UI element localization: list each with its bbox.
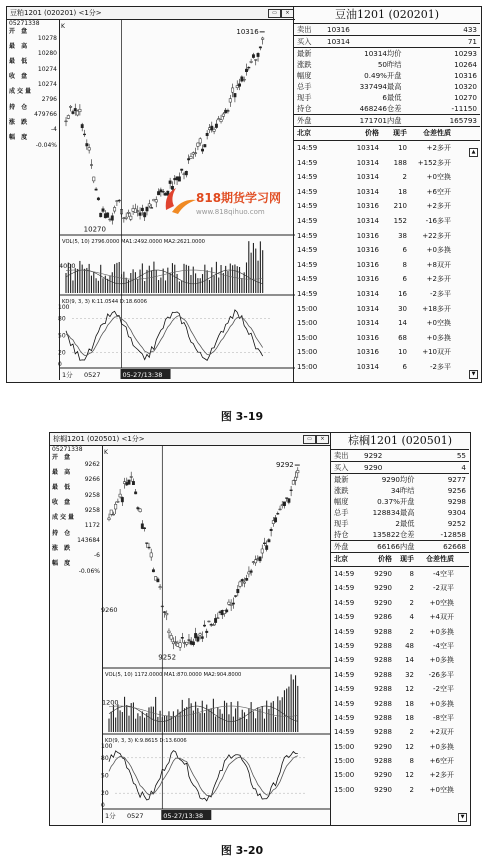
volume-indicator-label: VOL(5, 10) 2796.0000 MA1:2492.0000 MA2:2621.0000 <box>62 239 205 245</box>
candle-body <box>241 77 243 81</box>
window-close-button[interactable]: × <box>281 9 294 18</box>
candle-body <box>121 497 123 502</box>
info-value: -4 <box>51 126 57 134</box>
candle-body <box>257 53 259 56</box>
info-value: 143684 <box>77 537 100 545</box>
info-value: 1172 <box>84 521 100 529</box>
candle-body <box>146 207 148 211</box>
candle-body <box>153 199 155 201</box>
candle-body <box>127 212 129 213</box>
candle-body <box>243 79 245 80</box>
info-label: 最 高 <box>9 42 30 50</box>
info-label: 开 盘 <box>9 27 30 35</box>
tick-row[interactable]: 14:59 10316 6 +2 多开 <box>297 275 451 284</box>
candle-body <box>79 109 81 111</box>
price-tick-label: 9260 <box>101 605 118 614</box>
kd-tick-label: 80 <box>58 315 66 323</box>
quote-title: 豆油1201 (020201) <box>294 7 480 24</box>
candle-body <box>228 602 230 604</box>
info-value: 9258 <box>84 491 100 499</box>
candle-body <box>67 115 69 118</box>
candle-body <box>183 174 185 175</box>
tick-row[interactable]: 14:59 10314 188 +152 多开 <box>297 158 451 167</box>
k-label: K <box>104 449 108 456</box>
candle-body <box>227 110 229 111</box>
candle-body <box>226 610 228 612</box>
info-value: -0.04% <box>35 141 57 149</box>
candle-body <box>150 207 152 208</box>
quote-stat-row: 最新 9290 均价 9277 <box>334 475 466 484</box>
candle-body <box>97 198 99 200</box>
candle-body <box>224 110 226 113</box>
candle-body <box>168 631 170 633</box>
candle-body <box>170 635 172 639</box>
candle-body <box>123 218 125 219</box>
candle-body <box>248 67 250 68</box>
candle-body <box>218 119 220 120</box>
info-label: 涨 跌 <box>52 544 73 552</box>
tick-row[interactable]: 14:59 9288 2 +2 双开 <box>334 728 454 737</box>
chart-window-title: 棕榈1201 (020501) <1分> <box>53 435 145 443</box>
tick-row[interactable]: 14:59 10314 10 +2 多开 <box>297 144 451 152</box>
candle-body <box>236 86 238 88</box>
sell-row: 卖出 9292 55 <box>331 450 469 462</box>
quote-stat-row: 持仓 135822 仓差 -12858 <box>331 529 469 541</box>
kd-tick-label: 0 <box>101 802 105 809</box>
candle-body <box>128 480 130 484</box>
tick-row[interactable]: 15:00 10314 14 +0 空换 <box>297 319 451 328</box>
tick-row[interactable]: 14:59 10316 210 +2 多开 <box>297 202 451 211</box>
candle-body <box>270 529 272 530</box>
tick-row[interactable]: 14:59 9290 2 -2 双平 <box>334 584 454 593</box>
candle-body <box>141 208 143 211</box>
tick-row[interactable]: 15:00 9290 2 +0 空换 <box>334 785 454 794</box>
tick-row[interactable]: 15:00 10316 10 +10 双开 <box>297 348 451 357</box>
candle-body <box>148 547 150 548</box>
candle-body <box>211 126 213 130</box>
candle-body <box>250 61 252 62</box>
tick-row[interactable]: 14:59 9288 32 -26 多平 <box>334 670 454 679</box>
k-label: K <box>61 23 65 30</box>
candle-body <box>104 214 106 218</box>
candle-body <box>204 144 206 147</box>
tick-row[interactable]: 14:59 9288 18 -8 空平 <box>334 713 454 722</box>
kd-indicator-label: KD(9, 3, 3) K:9.8615 D:13.6006 <box>105 738 187 744</box>
candle-body <box>146 543 148 544</box>
info-date: 05271338 <box>52 446 83 453</box>
candle-body <box>203 625 205 626</box>
quote-stat-row: 幅度 0.49% 开盘 10316 <box>297 71 477 80</box>
candle-body <box>206 133 208 135</box>
candle-body <box>69 106 71 107</box>
candle-body <box>74 108 76 110</box>
candle-body <box>199 139 201 143</box>
window-restore-button[interactable]: ▭ <box>268 9 281 18</box>
candle-body <box>294 477 296 480</box>
candle-body <box>254 560 256 563</box>
candle-body <box>241 579 243 581</box>
candle-body <box>134 209 136 213</box>
tick-row[interactable]: 14:59 9288 12 -2 空平 <box>334 685 454 694</box>
candle-body <box>261 549 263 553</box>
candle-body <box>114 504 116 509</box>
period-label: 1分 <box>62 371 73 379</box>
info-value: 10274 <box>37 80 57 88</box>
watermark-title: 818期货学习网 <box>196 191 282 205</box>
watermark-url: www.818qihuo.com <box>196 208 265 216</box>
info-value: -6 <box>94 552 100 560</box>
high-price-label: 9292 <box>275 461 294 470</box>
candle-body <box>208 621 210 622</box>
candle-body <box>206 631 208 632</box>
candle-body <box>290 490 292 491</box>
candle-body <box>197 637 199 641</box>
cursor-time-label: 05-27/13:38 <box>122 371 163 379</box>
info-column <box>50 446 103 823</box>
tick-row[interactable]: 14:59 9288 14 +0 多换 <box>334 656 454 665</box>
candle-body <box>187 159 189 160</box>
tick-row[interactable]: 15:00 10314 6 -2 多平 <box>297 362 451 371</box>
candle-body <box>201 637 203 639</box>
info-value: 479766 <box>34 111 57 119</box>
candle-body <box>222 114 224 116</box>
tick-table-header: 北京 价格 现手 仓差 性质 <box>331 553 469 567</box>
candle-body <box>139 509 141 512</box>
candle-body <box>208 128 210 130</box>
kd-tick-label: 20 <box>58 349 66 357</box>
candle-body <box>174 642 176 643</box>
tick-row[interactable]: 15:00 9288 8 +6 空开 <box>334 757 454 766</box>
candle-body <box>237 589 239 593</box>
tick-row[interactable]: 15:00 10314 30 +18 多开 <box>297 304 451 313</box>
info-label: 收 盘 <box>9 73 30 81</box>
quote-stat-row: 总手 128834 最高 9304 <box>334 508 466 517</box>
candle-body <box>118 200 120 201</box>
candle-body <box>157 579 159 582</box>
info-value: 9266 <box>84 476 100 484</box>
candle-body <box>283 502 285 506</box>
candle-body <box>132 481 134 484</box>
info-date: 05271338 <box>9 20 40 27</box>
info-value: 9258 <box>84 506 100 514</box>
volume-tick-label: 4000 <box>59 262 76 270</box>
tick-row[interactable]: 14:59 10314 2 +0 空换 <box>297 173 451 182</box>
candle-body <box>143 213 145 217</box>
kd-tick-label: 50 <box>58 332 66 340</box>
candle-body <box>292 481 294 485</box>
candle-body <box>188 640 190 641</box>
candle-body <box>245 69 247 72</box>
figure-3-20-panel <box>49 432 471 826</box>
candle-body <box>194 153 196 154</box>
candle-body <box>139 213 141 216</box>
candle-body <box>279 509 281 510</box>
tick-row[interactable]: 14:59 10316 6 +0 多换 <box>297 246 451 255</box>
info-label: 成交量 <box>9 88 34 96</box>
tick-row[interactable]: 14:59 9288 2 +0 多换 <box>334 627 454 636</box>
candle-body <box>186 642 188 644</box>
chart-window-title: 豆粕1201 (020201) <1分> <box>10 9 102 17</box>
info-label: 成交量 <box>52 514 77 522</box>
candle-body <box>192 642 194 645</box>
axis-date-label: 0527 <box>84 371 101 379</box>
candle-body <box>90 165 92 166</box>
candle-body <box>232 603 234 604</box>
candle-body <box>180 169 182 170</box>
candle-body <box>163 612 165 613</box>
candle-body <box>259 557 261 561</box>
candle-body <box>212 625 214 626</box>
candle-body <box>255 59 257 60</box>
axis-date-label: 0527 <box>127 812 144 820</box>
candle-body <box>229 99 231 102</box>
candle-body <box>234 596 236 597</box>
candle-body <box>100 213 102 217</box>
candle-body <box>231 88 233 92</box>
buy-row: 买入 9290 4 <box>331 462 469 474</box>
candle-body <box>148 204 150 206</box>
chart-window-titlebar <box>50 433 330 446</box>
candle-body <box>72 112 74 114</box>
candle-body <box>110 510 112 514</box>
kd-tick-label: 50 <box>101 772 109 780</box>
scroll-down-button[interactable]: ▼ <box>458 813 467 822</box>
candle-body <box>143 528 145 529</box>
quote-stat-row: 总手 337494 最高 10320 <box>297 82 477 91</box>
tick-row[interactable]: 14:59 10314 18 +6 空开 <box>297 187 451 196</box>
candle-body <box>113 207 115 211</box>
info-value: 10278 <box>37 35 57 43</box>
quote-stat-row: 涨跌 34 昨结 9256 <box>334 486 466 495</box>
candle-body <box>265 546 267 550</box>
candle-body <box>220 120 222 122</box>
candle-body <box>108 518 110 520</box>
quote-stat-row: 最新 10314 均价 10293 <box>297 49 477 58</box>
candle-body <box>274 518 276 522</box>
candle-body <box>217 618 219 619</box>
info-label: 最 低 <box>9 57 30 65</box>
candle-body <box>155 200 157 202</box>
candle-body <box>238 84 240 87</box>
info-label: 最 低 <box>52 483 73 491</box>
candle-body <box>81 124 83 127</box>
scroll-up-button[interactable]: ▲ <box>469 148 478 157</box>
kd-tick-label: 0 <box>58 361 62 368</box>
candle-body <box>263 543 265 544</box>
info-column <box>7 20 60 380</box>
candle-body <box>185 171 187 175</box>
tick-row[interactable]: 14:59 9290 8 -4 空平 <box>334 570 454 578</box>
candle-body <box>261 38 263 39</box>
kd-indicator-label: KD(9, 3, 3) K:11.0544 D:18.6006 <box>62 299 148 305</box>
watermark-logo <box>160 180 300 222</box>
info-value: 9262 <box>84 461 100 469</box>
tick-row[interactable]: 14:59 10316 8 +8 双开 <box>297 260 451 269</box>
candle-body <box>137 211 139 212</box>
candle-body <box>117 501 119 502</box>
info-label: 持 仓 <box>9 103 30 111</box>
window-close-button[interactable]: × <box>316 435 329 444</box>
candle-body <box>234 93 236 97</box>
candle-body <box>230 604 232 605</box>
candle-body <box>201 149 203 151</box>
tick-row[interactable]: 14:59 9288 18 +0 多换 <box>334 699 454 708</box>
tick-row[interactable]: 15:00 10316 68 +0 多换 <box>297 333 451 342</box>
candle-body <box>192 153 194 155</box>
quote-stat-row: 幅度 0.37% 开盘 9298 <box>334 497 466 506</box>
candle-body <box>288 499 290 503</box>
candle-body <box>106 213 108 218</box>
tick-row[interactable]: 14:59 9286 4 +4 双开 <box>334 613 454 622</box>
sell-row: 卖出 10316 433 <box>294 24 480 36</box>
chart-window-titlebar <box>7 7 295 20</box>
candle-body <box>152 570 154 572</box>
candle-body <box>197 143 199 146</box>
volume-tick-label: 1200 <box>102 698 119 707</box>
quote-stat-row: 涨跌 50 昨结 10264 <box>297 60 477 69</box>
quote-panel <box>293 7 480 382</box>
info-value: 10274 <box>37 65 57 73</box>
quote-stat-row: 现手 6 最低 10270 <box>297 93 477 102</box>
candle-body <box>102 209 104 212</box>
candle-body <box>252 55 254 58</box>
info-label: 最 高 <box>52 468 73 476</box>
candle-body <box>159 587 161 588</box>
candle-body <box>93 177 95 181</box>
info-label: 幅 度 <box>52 559 73 567</box>
candle-body <box>245 578 247 580</box>
candle-body <box>88 148 90 150</box>
candle-body <box>150 553 152 557</box>
volume-indicator-label: VOL(5, 10) 1172.0000 MA1:870.0000 MA2:904.8000 <box>105 672 242 678</box>
info-label: 开 盘 <box>52 453 73 461</box>
candle-body <box>166 613 168 615</box>
tick-row[interactable]: 15:00 9290 12 +2 多开 <box>334 771 454 780</box>
candle-body <box>259 47 261 48</box>
candle-body <box>86 143 88 146</box>
tick-table-header: 北京 价格 现手 仓差 性质 <box>294 127 480 141</box>
window-restore-button[interactable]: ▭ <box>303 435 316 444</box>
tick-row[interactable]: 14:59 10314 152 -16 多平 <box>297 216 451 225</box>
candle-body <box>239 582 241 586</box>
candle-body <box>215 124 217 128</box>
quote-stat-row: 现手 2 最低 9252 <box>334 519 466 528</box>
candle-body <box>109 219 111 220</box>
tick-row[interactable]: 15:00 9290 12 +0 多换 <box>334 742 454 751</box>
candle-body <box>125 217 127 218</box>
kd-tick-label: 100 <box>101 743 113 750</box>
low-price-label: 10270 <box>83 225 106 234</box>
candle-body <box>214 618 216 622</box>
info-value: 2796 <box>41 95 57 103</box>
candle-body <box>277 513 279 514</box>
low-price-label: 9252 <box>158 653 177 662</box>
buy-row: 买入 10314 71 <box>294 36 480 48</box>
outer-inner-row: 外盘 66166 内盘 62668 <box>331 541 469 553</box>
tick-row[interactable]: 14:59 10316 38 +22 多开 <box>297 231 451 240</box>
candle-body <box>132 209 134 212</box>
candle-body <box>250 571 252 573</box>
quote-panel <box>330 433 469 825</box>
info-label: 幅 度 <box>9 133 30 141</box>
tick-row[interactable]: 14:59 9290 2 +0 空换 <box>334 598 454 607</box>
outer-inner-row: 外盘 171701 内盘 165793 <box>294 115 480 127</box>
candle-body <box>243 582 245 583</box>
cursor-time-label: 05-27/13:38 <box>163 812 204 820</box>
candle-body <box>95 189 97 190</box>
tick-row[interactable]: 14:59 10314 16 -2 多平 <box>297 289 451 298</box>
info-value: 10280 <box>37 50 57 58</box>
kd-tick-label: 100 <box>58 304 70 311</box>
kline-chart[interactable] <box>103 446 330 823</box>
figure-caption-2: 图 3-20 <box>220 844 264 857</box>
info-label: 持 仓 <box>52 529 73 537</box>
kd-tick-label: 80 <box>101 754 109 762</box>
quote-title: 棕榈1201 (020501) <box>331 433 469 450</box>
info-label: 涨 跌 <box>9 118 30 126</box>
candle-body <box>268 540 270 542</box>
candle-body <box>130 477 132 478</box>
candle-body <box>190 156 192 158</box>
candle-body <box>213 129 215 131</box>
high-price-label: 10316 <box>236 27 259 36</box>
candle-body <box>111 216 113 221</box>
quote-stat-row: 持仓 468246 仓差 -11150 <box>294 103 480 115</box>
candle-body <box>119 494 121 497</box>
candle-body <box>199 634 201 636</box>
candle-body <box>112 514 114 515</box>
candle-body <box>65 121 67 122</box>
candle-body <box>179 643 181 648</box>
scroll-down-button[interactable]: ▼ <box>469 370 478 379</box>
candle-body <box>116 201 118 202</box>
candle-body <box>181 637 183 638</box>
candle-body <box>297 470 299 472</box>
candle-body <box>83 134 85 135</box>
tick-row[interactable]: 14:59 9288 48 -4 空平 <box>334 641 454 650</box>
candle-body <box>134 492 136 494</box>
figure-caption-1: 图 3-19 <box>220 410 264 423</box>
candle-body <box>76 111 78 115</box>
info-label: 收 盘 <box>52 499 73 507</box>
candle-body <box>130 216 132 219</box>
period-label: 1分 <box>105 812 116 820</box>
info-value: -0.06% <box>78 567 100 575</box>
kd-tick-label: 20 <box>101 790 109 798</box>
chart-bg <box>103 446 330 821</box>
